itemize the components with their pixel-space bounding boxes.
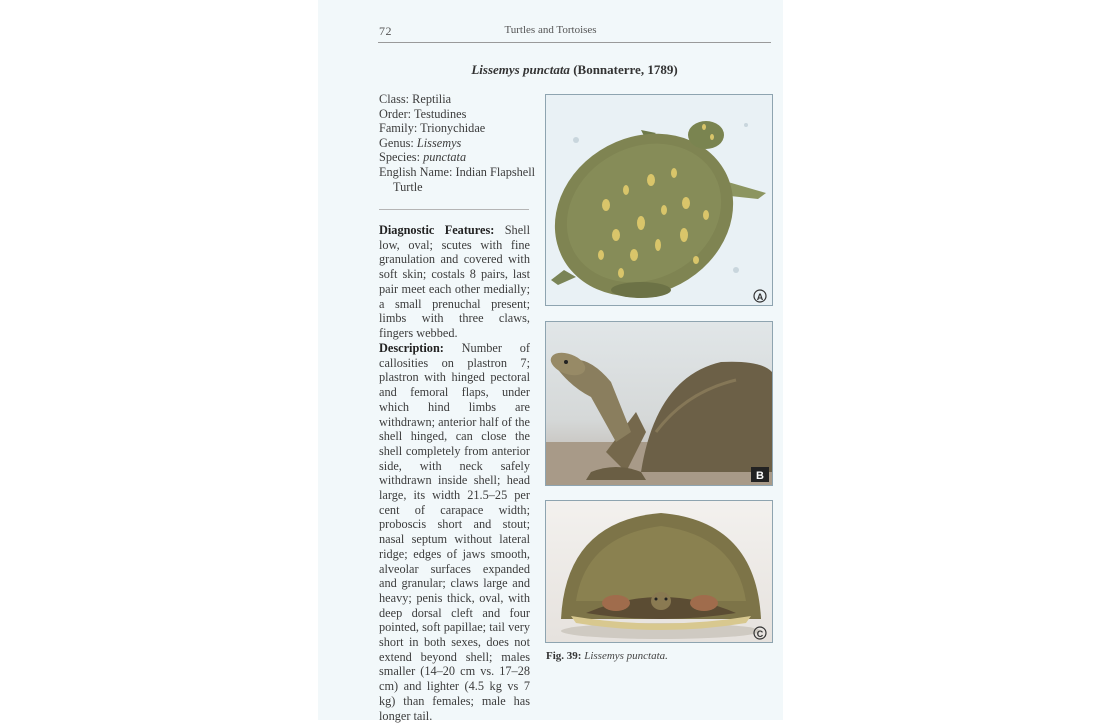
book-page — [318, 0, 783, 723]
running-head: Turtles and Tortoises — [504, 24, 597, 36]
header-rule — [378, 42, 771, 43]
english-name-row — [379, 165, 539, 180]
family-label: Family: — [379, 121, 418, 136]
figure-b-label: B — [756, 470, 764, 482]
figure-a-photo — [545, 94, 773, 306]
species-title-name: Lissemys punctata — [471, 62, 570, 77]
species-title — [378, 62, 771, 78]
turtle-top-view-image — [546, 95, 772, 305]
section-rule — [379, 209, 529, 210]
genus-row — [379, 136, 539, 151]
order-label: Order: — [379, 106, 412, 121]
genus-value: Lissemys — [416, 135, 462, 150]
page-number: 72 — [379, 24, 392, 38]
description-heading: Description: — [379, 341, 444, 355]
figure-c-photo — [545, 500, 773, 643]
english-name-label: English Name: — [379, 164, 453, 179]
figure-caption-label: Fig. 39: — [546, 650, 582, 662]
species-label: Species: — [379, 150, 420, 165]
english-name-continuation: Turtle — [393, 179, 423, 194]
turtle-side-view-image — [546, 322, 772, 485]
diagnostic-features-heading: Diagnostic Features: — [379, 223, 495, 237]
figure-b-photo — [545, 321, 773, 486]
order-value: Testudines — [413, 106, 467, 121]
classification-block — [379, 92, 539, 194]
figure-c-label: C — [756, 629, 764, 639]
genus-label: Genus: — [379, 135, 414, 150]
description-paragraph — [379, 341, 530, 723]
class-row — [379, 92, 539, 107]
family-row — [379, 121, 539, 136]
english-name-value: Indian Flapshell — [455, 164, 536, 179]
species-value: punctata — [423, 150, 467, 165]
figure-caption — [546, 650, 668, 662]
diagnostic-features-paragraph — [379, 223, 530, 341]
order-row — [379, 107, 539, 122]
figure-a-label: A — [756, 292, 764, 302]
class-label: Class: — [379, 92, 410, 106]
turtle-front-view-image — [546, 501, 772, 642]
description-text: Number of callosities on plastron 7; plastron with hinged pectoral and femoral flaps, under which hind limbs are withdrawn; anterior half of the shell hinged, can close the shell completely from anterior side, with neck safely withdrawn inside shell; head large, its width 21.5–25 per cent of carapace width; proboscis short and stout; nasal septum without lateral ridge; edges of jaws smooth, alveolar surfaces expanded and granular; claws large and heavy; penis thick, oval, with deep dorsal cleft and four pointed, soft papillae; tail very short in both sexes, does not extend beyond shell; males smaller (14–20 cm vs. 17–28 cm) and lighter (4.5 kg vs 7 kg) than females; male has longer tail. — [379, 341, 530, 723]
diagnostic-features-text: Shell low, oval; scutes with fine granulation and covered with soft skin; costals 8 pairs, last pair meet each other medially; a small prenuchal present; limbs with three claws, fingers webbed. — [379, 223, 530, 340]
class-value: Reptilia — [412, 92, 452, 106]
species-row — [379, 150, 539, 165]
species-title-authority: (Bonnaterre, 1789) — [573, 62, 678, 77]
figure-caption-text: Lissemys punctata. — [584, 650, 668, 662]
family-value: Trionychidae — [420, 121, 486, 136]
